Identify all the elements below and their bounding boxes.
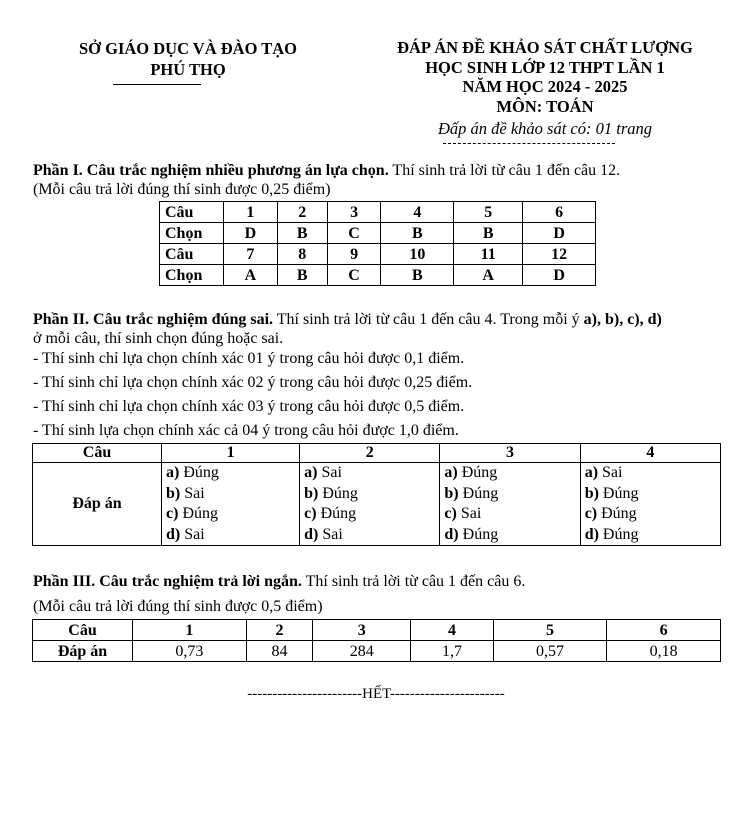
part2-option-key: a): [304, 464, 318, 481]
part2-question-answers: [300, 463, 440, 546]
part2-option-key: d): [304, 525, 319, 543]
part3-answer-value: 284: [313, 641, 411, 662]
part1-choice-value: B: [277, 265, 327, 286]
part3-answer-table: [32, 619, 721, 662]
organization-header: [0, 38, 376, 80]
part2-option-value: Sai: [456, 505, 482, 522]
part1-question-row: [160, 202, 596, 223]
part1-choice-value: D: [224, 223, 278, 244]
part2-heading: Phần II. Câu trắc nghiệm đúng sai.: [33, 311, 274, 328]
part2-option-value: Đúng: [458, 484, 499, 502]
part2-heading-line: [33, 310, 662, 330]
part2-option-key: b): [584, 484, 599, 502]
part1-choice-label: Chọn: [160, 265, 224, 286]
part2-option-key: a): [444, 464, 458, 481]
part3-answer-label: Đáp án: [33, 641, 133, 662]
part3-note: (Mỗi câu trả lời đúng thí sinh được 0,5 điểm): [33, 598, 323, 615]
part1-question-number: 1: [224, 202, 278, 223]
part1-question-number: 7: [224, 244, 278, 265]
part2-option-key: a): [584, 464, 599, 481]
part2-option: [585, 484, 720, 505]
part1-choice-value: C: [327, 223, 381, 244]
part1-choice-row: [160, 265, 596, 286]
part3-answer-value: 0,57: [493, 641, 607, 662]
part1-question-number: 6: [523, 202, 596, 223]
part2-option-key: c): [304, 505, 317, 522]
part2-option-value: Đúng: [597, 505, 637, 522]
part1-choice-value: C: [327, 265, 381, 286]
part2-option-key: b): [304, 484, 319, 502]
part2-answer-row: [33, 463, 721, 546]
part2-option: [304, 525, 439, 546]
part3-answer-value: 1,7: [411, 641, 493, 662]
part2-option-key: c): [584, 505, 598, 522]
part3-instruction: Thí sinh trả lời từ câu 1 đến câu 6.: [301, 573, 526, 590]
part2-option-value: Đúng: [458, 525, 499, 543]
part3-answer-row: [33, 641, 721, 662]
part2-instruction: Thí sinh trả lời từ câu 1 đến câu 4. Trong mỗi ý: [273, 311, 584, 328]
part2-instruction-line2: ở mỗi câu, thí sinh chọn đúng hoặc sai.: [33, 330, 284, 347]
part1-choice-value: D: [523, 223, 596, 244]
part2-option: [444, 484, 579, 505]
part2-option-key: c): [166, 505, 179, 522]
part2-option-key: b): [444, 484, 459, 502]
part2-question-number: 2: [300, 444, 440, 463]
part2-header-label: Câu: [33, 444, 162, 463]
part2-option: [166, 463, 299, 484]
dashed-divider: [443, 143, 615, 144]
part2-option-value: Đúng: [316, 505, 357, 522]
part2-option-value: Sai: [180, 525, 205, 543]
part1-choice-value: A: [224, 265, 278, 286]
part2-option: [585, 463, 720, 484]
part2-option-value: Đúng: [457, 464, 498, 481]
part2-question-answers: [162, 463, 300, 546]
part2-option: [166, 484, 299, 505]
part1-question-number: 8: [277, 244, 327, 265]
part3-question-number: 5: [493, 620, 607, 641]
part1-choice-value: D: [523, 265, 596, 286]
part1-choice-value: B: [277, 223, 327, 244]
part2-option-value: Sai: [180, 484, 205, 502]
part1-choice-value: B: [454, 223, 523, 244]
part2-question-number: 3: [440, 444, 580, 463]
part2-option-value: Sai: [317, 464, 342, 481]
part1-question-label: Câu: [160, 202, 224, 223]
part2-question-answers: [440, 463, 580, 546]
part1-instruction: Thí sinh trả lời từ câu 1 đến câu 12.: [388, 162, 621, 179]
document-title-block: [345, 38, 745, 139]
part2-option-value: Đúng: [598, 484, 639, 502]
part1-question-number: 9: [327, 244, 381, 265]
part3-question-number: 4: [411, 620, 493, 641]
title-line-2: HỌC SINH LỚP 12 THPT LẦN 1: [425, 57, 665, 77]
part2-rule-2: - Thí sinh chỉ lựa chọn chính xác 02 ý trong câu hỏi được 0,25 điểm.: [33, 374, 473, 391]
part1-question-number: 3: [327, 202, 381, 223]
part1-question-number: 5: [454, 202, 523, 223]
part3-answer-value: 0,73: [133, 641, 247, 662]
part3-question-number: 1: [133, 620, 247, 641]
part2-option-value: Đúng: [178, 505, 218, 522]
part2-option: [585, 504, 720, 525]
part1-question-number: 4: [381, 202, 454, 223]
part1-answer-table: [159, 201, 596, 286]
part3-header-label: Câu: [33, 620, 133, 641]
page-count-note: Đấp án đề khảo sát có: 01 trang: [437, 119, 653, 138]
part2-option: [585, 525, 720, 546]
part2-instruction-options: a), b), c), d): [583, 311, 662, 328]
part2-option-value: Sai: [598, 464, 623, 481]
part1-question-number: 11: [454, 244, 523, 265]
title-line-3: NĂM HỌC 2024 - 2025: [462, 77, 628, 96]
org-underline: [113, 84, 201, 85]
part3-question-number: 6: [607, 620, 721, 641]
part2-rule-4: - Thí sinh lựa chọn chính xác cả 04 ý trong câu hỏi được 1,0 điểm.: [33, 422, 459, 439]
part1-choice-label: Chọn: [160, 223, 224, 244]
part1-question-row: [160, 244, 596, 265]
part2-option-key: d): [444, 525, 459, 543]
part1-question-label: Câu: [160, 244, 224, 265]
part2-option-value: Đúng: [179, 464, 219, 481]
part1-note: (Mỗi câu trả lời đúng thí sinh được 0,25 điểm): [33, 181, 331, 198]
part2-header-row: [33, 444, 721, 463]
part3-heading: Phần III. Câu trắc nghiệm trả lời ngắn.: [33, 573, 302, 590]
part2-option-key: c): [444, 505, 457, 522]
part2-option: [166, 504, 299, 525]
part2-question-answers: [580, 463, 720, 546]
part2-option-key: d): [584, 525, 599, 543]
part1-choice-value: B: [381, 265, 454, 286]
part1-question-number: 10: [381, 244, 454, 265]
part2-option-key: a): [166, 464, 180, 481]
org-name: SỞ GIÁO DỤC VÀ ĐÀO TẠO: [78, 39, 298, 58]
part2-option: [304, 504, 439, 525]
part2-option: [444, 525, 579, 546]
part2-option: [304, 463, 439, 484]
part3-answer-value: 0,18: [607, 641, 721, 662]
part2-option-key: d): [166, 525, 181, 543]
org-province: PHÚ THỌ: [150, 60, 226, 79]
part2-answer-label: Đáp án: [33, 463, 162, 546]
part2-option-value: Đúng: [318, 484, 358, 502]
subject-line: MÔN: TOÁN: [496, 96, 594, 116]
part3-answer-value: 84: [246, 641, 313, 662]
part2-option-value: Đúng: [598, 525, 639, 543]
part2-rule-3: - Thí sinh chỉ lựa chọn chính xác 03 ý trong câu hỏi được 0,5 điểm.: [33, 398, 465, 415]
part1-question-number: 12: [523, 244, 596, 265]
part2-option: [304, 484, 439, 505]
part2-option: [444, 504, 579, 525]
part1-choice-value: B: [381, 223, 454, 244]
title-line-1: ĐÁP ÁN ĐỀ KHẢO SÁT CHẤT LƯỢNG: [397, 38, 693, 57]
part2-option-value: Sai: [318, 525, 343, 543]
end-marker: -----------------------HẾT-----------------------: [247, 686, 505, 702]
part3-heading-line: [33, 572, 525, 592]
part1-heading-line: [33, 161, 620, 181]
part2-rule-1: - Thí sinh chỉ lựa chọn chính xác 01 ý trong câu hỏi được 0,1 điểm.: [33, 350, 465, 367]
part3-question-number: 2: [246, 620, 313, 641]
part1-heading: Phần I. Câu trắc nghiệm nhiều phương án lựa chọn.: [33, 162, 389, 179]
part3-header-row: [33, 620, 721, 641]
part2-question-number: 4: [580, 444, 720, 463]
part2-option: [166, 525, 299, 546]
part3-question-number: 3: [313, 620, 411, 641]
part1-choice-value: A: [454, 265, 523, 286]
part1-question-number: 2: [277, 202, 327, 223]
part2-answer-table: [32, 443, 721, 546]
part2-question-number: 1: [162, 444, 300, 463]
part2-option: [444, 463, 579, 484]
part1-choice-row: [160, 223, 596, 244]
part2-option-key: b): [166, 484, 181, 502]
